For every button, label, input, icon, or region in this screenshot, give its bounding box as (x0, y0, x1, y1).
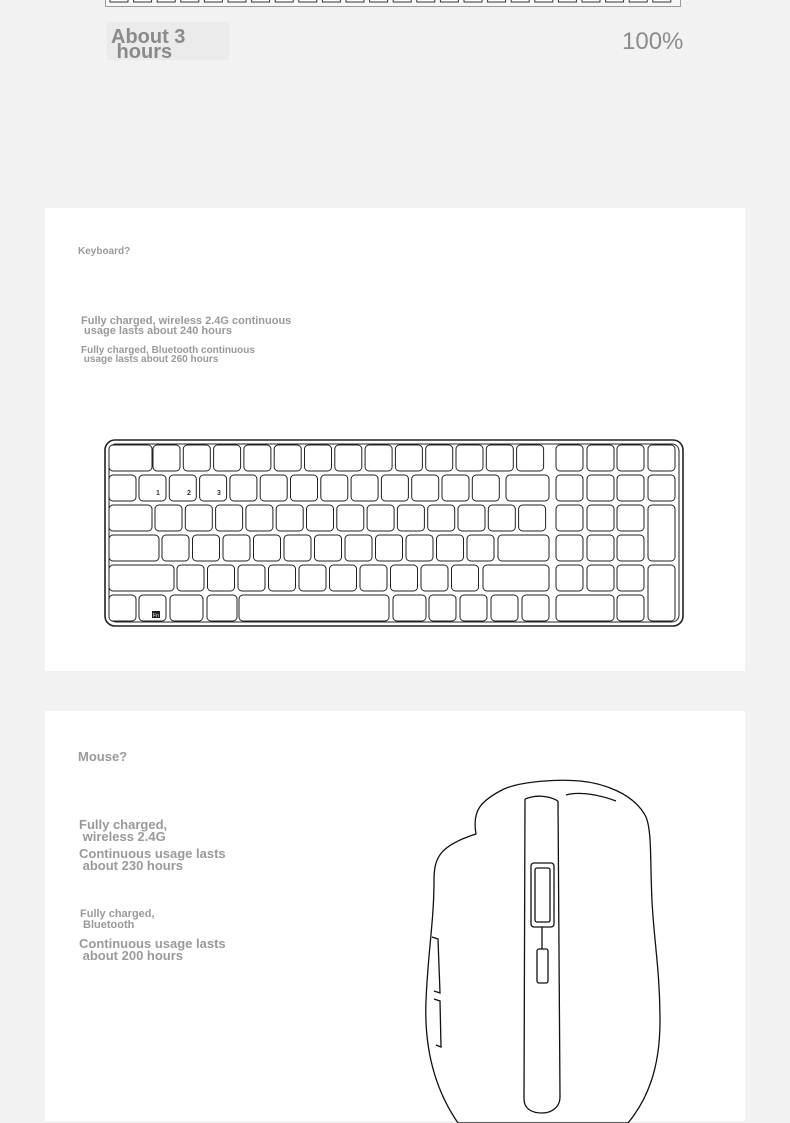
keyboard-key (587, 505, 614, 531)
battery-segment (464, 0, 482, 2)
keyboard-key (393, 595, 426, 621)
keyboard-key (412, 475, 439, 501)
keyboard-key (488, 505, 515, 531)
battery-duration-label: About 3 hours (111, 26, 186, 63)
keyboard-key (193, 535, 220, 561)
keyboard-stat-bluetooth: Fully charged, Bluetooth continuous usage lasts about 260 hours (81, 345, 255, 365)
keyboard-key (587, 535, 614, 561)
keyboard-key (617, 595, 644, 621)
keyboard-key (109, 535, 159, 561)
keyboard-key (315, 535, 342, 561)
keyboard-key (155, 505, 182, 531)
keyboard-key (367, 505, 394, 531)
keyboard-key (648, 475, 675, 501)
keyboard-key (486, 445, 513, 471)
keyboard-key (177, 565, 204, 591)
keyboard-key (617, 535, 644, 561)
keyboard-key (587, 475, 614, 501)
keyboard-key (260, 475, 287, 501)
keyboard-key (208, 565, 235, 591)
keyboard-key (395, 445, 422, 471)
keyboard-key (230, 475, 257, 501)
battery-segment (511, 0, 529, 2)
keyboard-key (460, 595, 487, 621)
keyboard-key (426, 445, 453, 471)
keyboard-key (437, 535, 464, 561)
keyboard-key (109, 505, 152, 531)
keyboard-key (506, 475, 549, 501)
keyboard-key (442, 475, 469, 501)
keyboard-key (246, 505, 273, 531)
keyboard-key (274, 445, 301, 471)
battery-segment (322, 0, 340, 2)
keyboard-key (360, 565, 387, 591)
keyboard-key (337, 505, 364, 531)
keyboard-key (617, 475, 644, 501)
keyboard-key (335, 445, 362, 471)
keyboard-key (556, 595, 614, 621)
keyboard-key (365, 445, 392, 471)
keyboard-key (284, 535, 311, 561)
battery-segment (299, 0, 317, 2)
battery-segment (582, 0, 600, 2)
keyboard-key (139, 475, 166, 501)
keyboard-key (617, 565, 644, 591)
keyboard-key (617, 505, 644, 531)
keyboard-key (153, 445, 180, 471)
keyboard-title: Keyboard? (78, 246, 131, 257)
keyboard-key (276, 505, 303, 531)
keyboard-key (491, 595, 518, 621)
keyboard-key (421, 565, 448, 591)
keyboard-key (305, 445, 332, 471)
mouse-illustration (420, 751, 665, 1123)
keyboard-stat-wireless: Fully charged, wireless 2.4G continuous usage lasts about 240 hours (81, 315, 292, 337)
keyboard-key (483, 565, 549, 591)
keyboard-key (239, 595, 389, 621)
keyboard-key (381, 475, 408, 501)
keyboard-key (517, 445, 544, 471)
battery-segment (228, 0, 246, 2)
keyboard-key (183, 445, 210, 471)
mouse-stat-bluetooth-head: Fully charged, Bluetooth (80, 908, 155, 931)
battery-segment (606, 0, 624, 2)
keyboard-key (109, 565, 174, 591)
mouse-stat-wireless-head: Fully charged, wireless 2.4G (79, 817, 168, 844)
battery-percent-label: 100% (622, 28, 684, 55)
keyboard-key (330, 565, 357, 591)
keyboard-key (269, 565, 296, 591)
keyboard-key (238, 565, 265, 591)
mouse-title: Mouse? (78, 749, 128, 764)
keyboard-key (170, 595, 203, 621)
key-label-2: 2 (187, 490, 191, 497)
keyboard-key (185, 505, 212, 531)
mouse-stat-bluetooth-body: Continuous usage lasts about 200 hours (79, 936, 226, 963)
mouse-stat-wireless-body: Continuous usage lasts about 230 hours (79, 846, 226, 873)
keyboard-key (216, 505, 243, 531)
key-label-1: 1 (156, 490, 160, 497)
battery-segment (275, 0, 293, 2)
keyboard-key (109, 595, 136, 621)
battery-segment (134, 0, 152, 2)
keyboard-key (200, 475, 227, 501)
keyboard-key (648, 505, 675, 561)
keyboard-key (556, 565, 583, 591)
battery-segment (157, 0, 175, 2)
keyboard-key (452, 565, 479, 591)
battery-segments (106, 0, 680, 6)
keyboard-key (556, 445, 583, 471)
fn-key-label: Fn (153, 613, 159, 619)
keyboard-key (351, 475, 378, 501)
battery-segment (488, 0, 506, 2)
keyboard-key (429, 595, 456, 621)
keyboard-key (648, 445, 675, 471)
battery-indicator-bar (105, 0, 681, 7)
battery-segment (653, 0, 671, 2)
keyboard-key (472, 475, 499, 501)
keyboard-key (207, 595, 237, 621)
keyboard-key (556, 505, 583, 531)
mouse-card (45, 711, 745, 1121)
keyboard-key (467, 535, 494, 561)
keyboard-key (397, 505, 424, 531)
keyboard-key (321, 475, 348, 501)
keyboard-illustration (103, 438, 687, 630)
keyboard-key (406, 535, 433, 561)
keyboard-key (345, 535, 372, 561)
keyboard-key (307, 505, 334, 531)
battery-segment (181, 0, 199, 2)
keyboard-key (617, 445, 644, 471)
keyboard-key (428, 505, 455, 531)
battery-segment (417, 0, 435, 2)
keyboard-key (556, 535, 583, 561)
keyboard-key (587, 565, 614, 591)
battery-segment (629, 0, 647, 2)
keyboard-key (244, 445, 271, 471)
keyboard-key (223, 535, 250, 561)
keyboard-key (291, 475, 318, 501)
battery-segment (558, 0, 576, 2)
keyboard-key (299, 565, 326, 591)
keyboard-key (162, 535, 189, 561)
keyboard-key (214, 445, 241, 471)
keyboard-key (458, 505, 485, 531)
battery-segment (252, 0, 270, 2)
keyboard-key (587, 445, 614, 471)
battery-segment (535, 0, 553, 2)
battery-segment (370, 0, 388, 2)
battery-segment (110, 0, 128, 2)
keyboard-key (519, 505, 546, 531)
keyboard-key (522, 595, 549, 621)
keyboard-key (556, 475, 583, 501)
keyboard-key (498, 535, 549, 561)
battery-segment (393, 0, 411, 2)
keyboard-key (169, 475, 196, 501)
battery-segment (440, 0, 458, 2)
battery-segment (204, 0, 222, 2)
keyboard-key (391, 565, 418, 591)
keyboard-key (376, 535, 403, 561)
keyboard-key (109, 475, 136, 501)
keyboard-key (456, 445, 483, 471)
keyboard-key (109, 445, 152, 471)
key-label-3: 3 (217, 490, 221, 497)
keyboard-key (254, 535, 281, 561)
keyboard-card (45, 208, 745, 671)
battery-segment (346, 0, 364, 2)
keyboard-key (648, 565, 675, 621)
